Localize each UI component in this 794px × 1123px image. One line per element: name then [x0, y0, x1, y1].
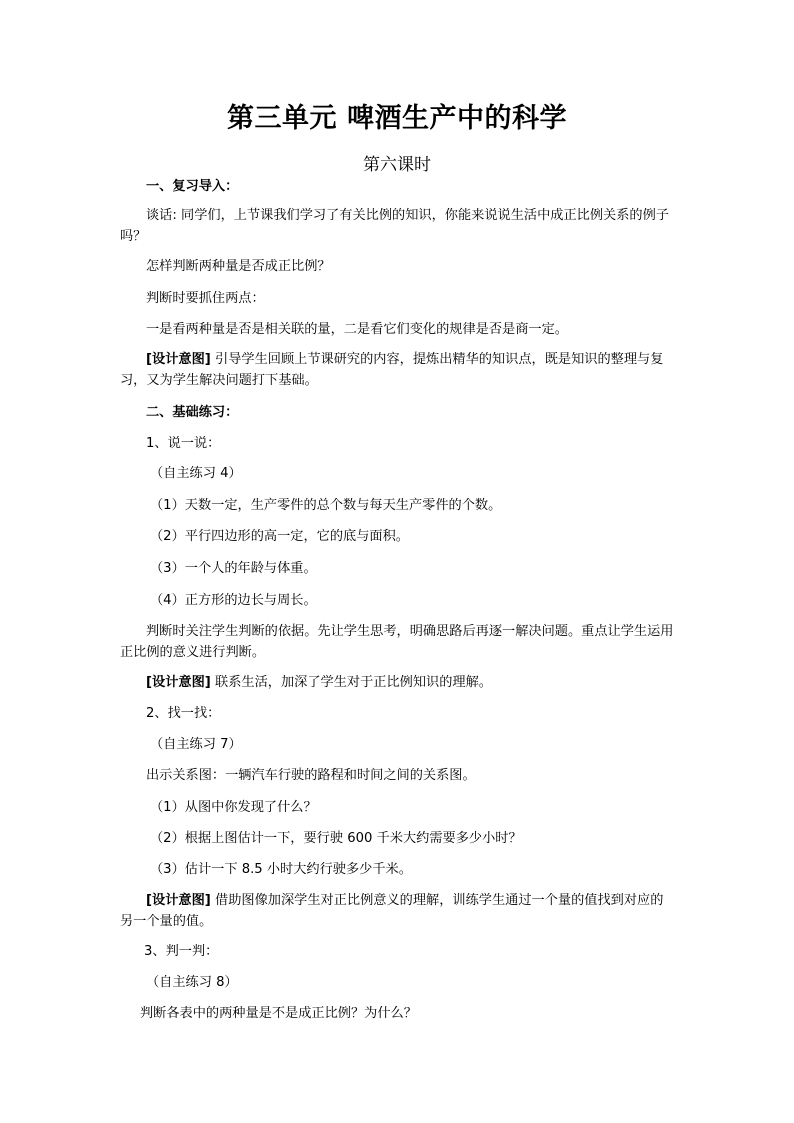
lesson-subtitle: 第六课时: [363, 155, 431, 175]
paragraph-final-question: 判断各表中的两种量是不是成正比例？为什么？: [140, 1006, 417, 1021]
exercise-source-2: （自主练习 7）: [150, 737, 242, 752]
section-heading-review: 一、复习导入：: [146, 179, 239, 194]
paragraph-question: 怎样判断两种量是否成正比例？: [146, 259, 331, 274]
design-intent-tag: [设计意图]: [146, 893, 211, 908]
design-intent-text: 引导学生回顾上节课研究的内容，提炼出精华的知识点，既是知识的整理与复习，又为学生解决问题打下基础。: [120, 352, 664, 388]
page-title: 第三单元 啤酒生产中的科学: [227, 103, 567, 134]
design-intent-3: [120, 890, 676, 932]
paragraph-criteria: 一是看两种量是否是相关联的量，二是看它们变化的规律是否是商一定。: [146, 322, 568, 337]
list-item: （1）天数一定，生产零件的总个数与每天生产零件的个数。: [150, 498, 502, 513]
list-item: （2）根据上图估计一下，要行驶 600 千米大约需要多少小时？: [150, 831, 522, 846]
design-intent-text: 联系生活，加深了学生对于正比例知识的理解。: [210, 675, 492, 690]
list-item: （1）从图中你发现了什么？: [150, 800, 317, 815]
exercise-label-1: 1、说一说：: [146, 436, 221, 451]
section-heading-basic: 二、基础练习：: [146, 405, 239, 420]
exercise-source-1: （自主练习 4）: [150, 466, 242, 481]
design-intent-tag: [设计意图]: [146, 675, 211, 690]
list-item: （3）一个人的年龄与体重。: [150, 561, 317, 576]
design-intent-2: [146, 672, 706, 693]
design-intent-tag: [设计意图]: [146, 352, 211, 367]
list-item: （3）估计一下 8.5 小时大约行驶多少千米。: [150, 862, 412, 877]
paragraph-two-points: 判断时要抓住两点：: [146, 291, 265, 306]
exercise-label-2: 2、找一找：: [146, 706, 221, 721]
design-intent-text: 借助图像加深学生对正比例意义的理解，训练学生通过一个量的值找到对应的另一个量的值。: [120, 893, 664, 929]
paragraph-talk: 谈话: 同学们，上节课我们学习了有关比例的知识，你能来说说生活中成正比例关系的例子吗？: [120, 208, 669, 244]
list-item: （2）平行四边形的高一定，它的底与面积。: [150, 529, 409, 544]
list-item: （4）正方形的边长与周长。: [150, 593, 317, 608]
exercise-source-3: （自主练习 8）: [146, 975, 238, 990]
design-intent-1: [120, 349, 676, 391]
paragraph-relation-chart: 出示关系图：一辆汽车行驶的路程和时间之间的关系图。: [146, 768, 476, 783]
exercise-label-3: 3、判一判：: [144, 944, 219, 959]
paragraph-judgment-note: 判断时关注学生判断的依据。先让学生思考，明确思路后再逐一解决问题。重点让学生运用正比例的意义进行判断。: [120, 624, 674, 660]
